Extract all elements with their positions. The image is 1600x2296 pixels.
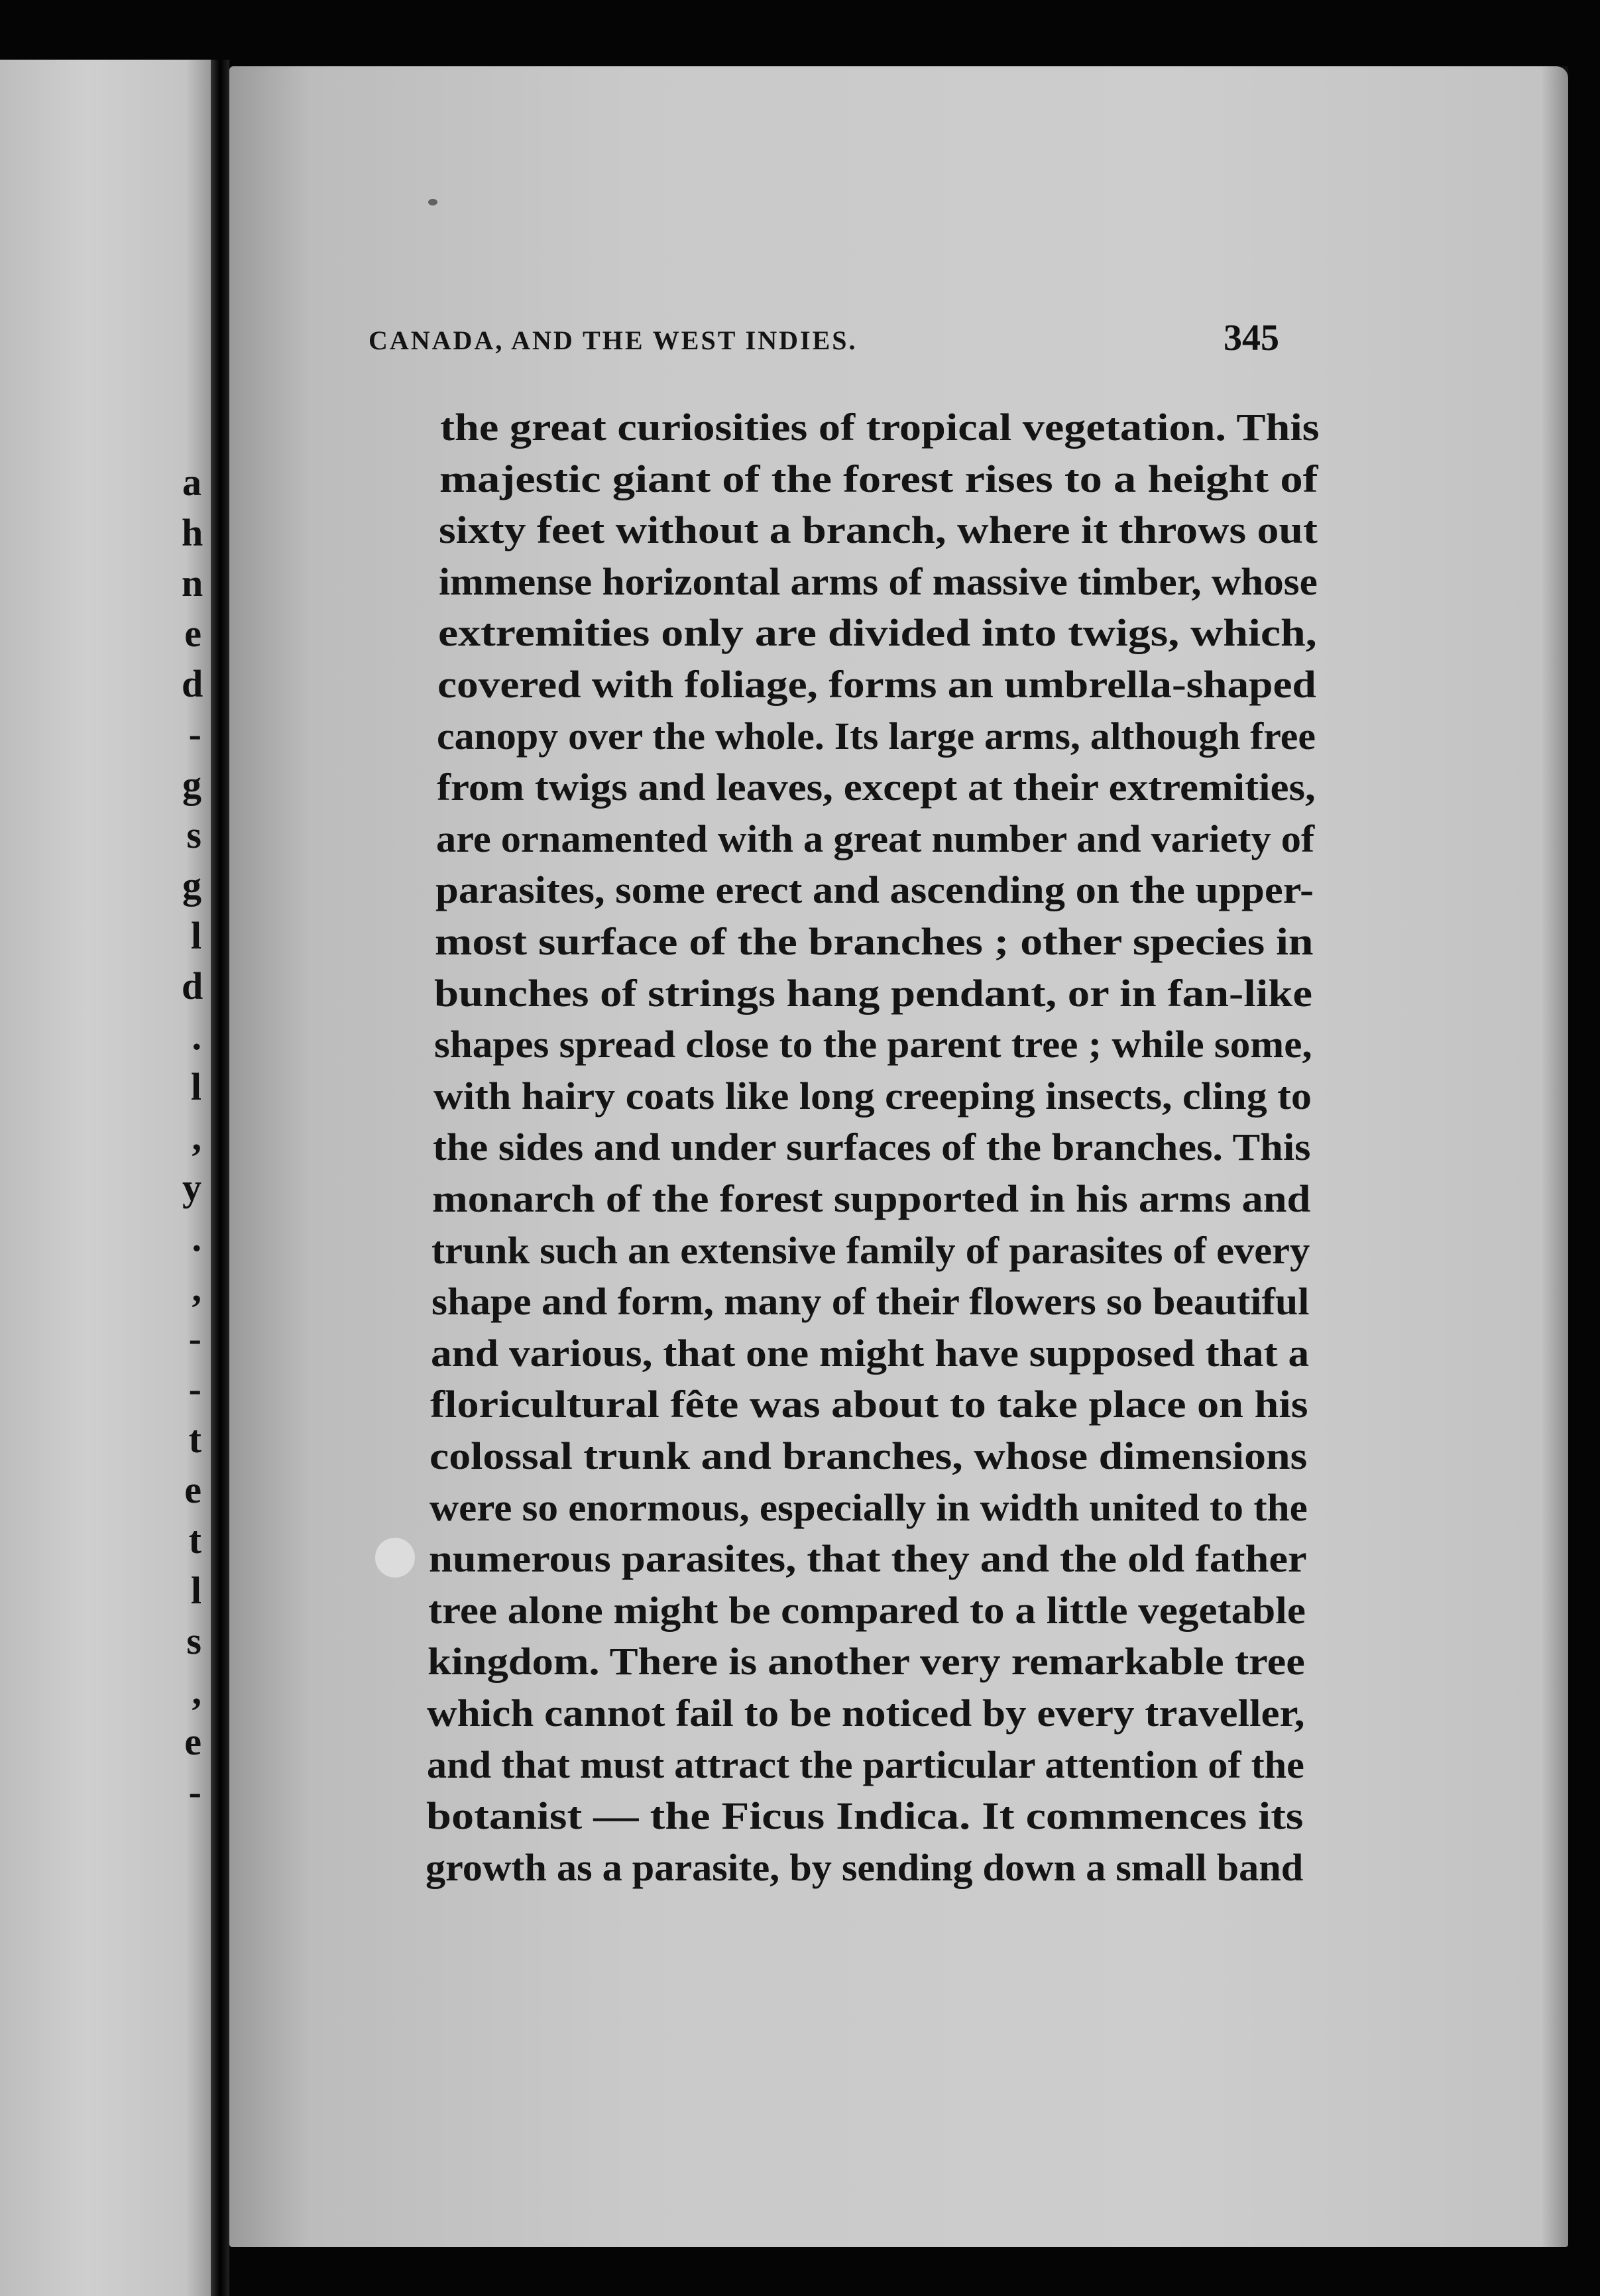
text-line: immense horizontal arms of massive timber, whose — [438, 559, 1318, 603]
facing-page-glyph: - — [188, 1367, 201, 1410]
facing-page-glyph: g — [182, 763, 201, 806]
text-line: botanist — the Ficus Indica. It commences its — [426, 1794, 1304, 1838]
text-line: were so enormous, especially in width united to the — [429, 1485, 1308, 1529]
text-line: parasites, some erect and ascending on the upper- — [435, 868, 1314, 912]
text-line: bunches of strings hang pendant, or in fan-like — [434, 971, 1313, 1015]
facing-page-glyph: n — [182, 561, 203, 604]
facing-page-glyph: e — [184, 612, 201, 655]
page-number: 345 — [1224, 317, 1279, 359]
facing-page-glyph: d — [182, 662, 203, 705]
text-line: monarch of the forest supported in his arms and — [432, 1177, 1311, 1220]
text-line: with hairy coats like long creeping insects, cling to — [433, 1074, 1312, 1118]
text-line: tree alone might be compared to a little vegetable — [428, 1588, 1306, 1632]
facing-page-glyph: l — [190, 1569, 201, 1612]
facing-page-glyph: , — [192, 1267, 201, 1310]
text-line: sixty feet without a branch, where it throws out — [439, 508, 1318, 552]
facing-page-glyph: , — [192, 1116, 201, 1159]
text-line: majestic giant of the forest rises to a height of — [439, 457, 1318, 500]
facing-page-glyph: . — [192, 1015, 201, 1058]
text-line: covered with foliage, forms an umbrella-shaped — [437, 663, 1316, 706]
facing-page-glyph: t — [188, 1519, 201, 1562]
text-line: numerous parasites, that they and the old father — [428, 1537, 1307, 1581]
facing-page-glyph: - — [188, 713, 201, 756]
facing-page-glyph: . — [192, 1216, 201, 1259]
text-line: which cannot fail to be noticed by every traveller, — [427, 1692, 1305, 1735]
text-line: kingdom. There is another very remarkable tree — [428, 1640, 1305, 1684]
facing-page-glyph: l — [190, 1065, 201, 1108]
text-line: most surface of the branches ; other species in — [435, 920, 1314, 963]
facing-page-glyph: t — [188, 1418, 201, 1461]
text-line: and that must attract the particular attention of the — [426, 1743, 1304, 1786]
text-line: colossal trunk and branches, whose dimensions — [429, 1434, 1308, 1477]
facing-page-glyph: l — [190, 914, 201, 957]
facing-page-glyph: e — [184, 1720, 201, 1763]
text-line: growth as a parasite, by sending down a small band — [426, 1845, 1304, 1889]
text-line: canopy over the whole. Its large arms, although free — [437, 714, 1316, 758]
text-line: trunk such an extensive family of parasites of every — [431, 1228, 1310, 1272]
facing-page-glyph: h — [182, 511, 203, 554]
text-line: are ornamented with a great number and variety of — [435, 817, 1314, 860]
facing-page-glyph: s — [186, 1619, 201, 1662]
text-line: the great curiosities of tropical vegetation. This — [440, 406, 1320, 449]
facing-page-glyph: s — [186, 813, 201, 856]
text-line: extremities only are divided into twigs, which, — [437, 611, 1317, 655]
facing-page-glyph: g — [182, 864, 201, 907]
facing-page-glyph: d — [182, 964, 203, 1007]
facing-page-glyph: - — [188, 1317, 201, 1360]
text-line: floricultural fête was about to take place on his — [430, 1383, 1308, 1426]
facing-page-glyph: e — [184, 1468, 201, 1511]
facing-page-glyph: - — [188, 1770, 201, 1813]
text-line: and various, that one might have supposed that a — [430, 1331, 1309, 1375]
text-line: the sides and under surfaces of the branches. This — [433, 1125, 1311, 1169]
facing-page-glyph: y — [182, 1166, 201, 1209]
running-head: CANADA, AND THE WEST INDIES. — [369, 325, 858, 355]
text-line: shape and form, many of their flowers so beautiful — [431, 1280, 1309, 1324]
facing-page-glyph: a — [182, 461, 201, 504]
text-line: from twigs and leaves, except at their extremities, — [436, 766, 1316, 809]
text-line: shapes spread close to the parent tree ; while some, — [433, 1023, 1312, 1066]
facing-page-glyph: , — [192, 1670, 201, 1713]
